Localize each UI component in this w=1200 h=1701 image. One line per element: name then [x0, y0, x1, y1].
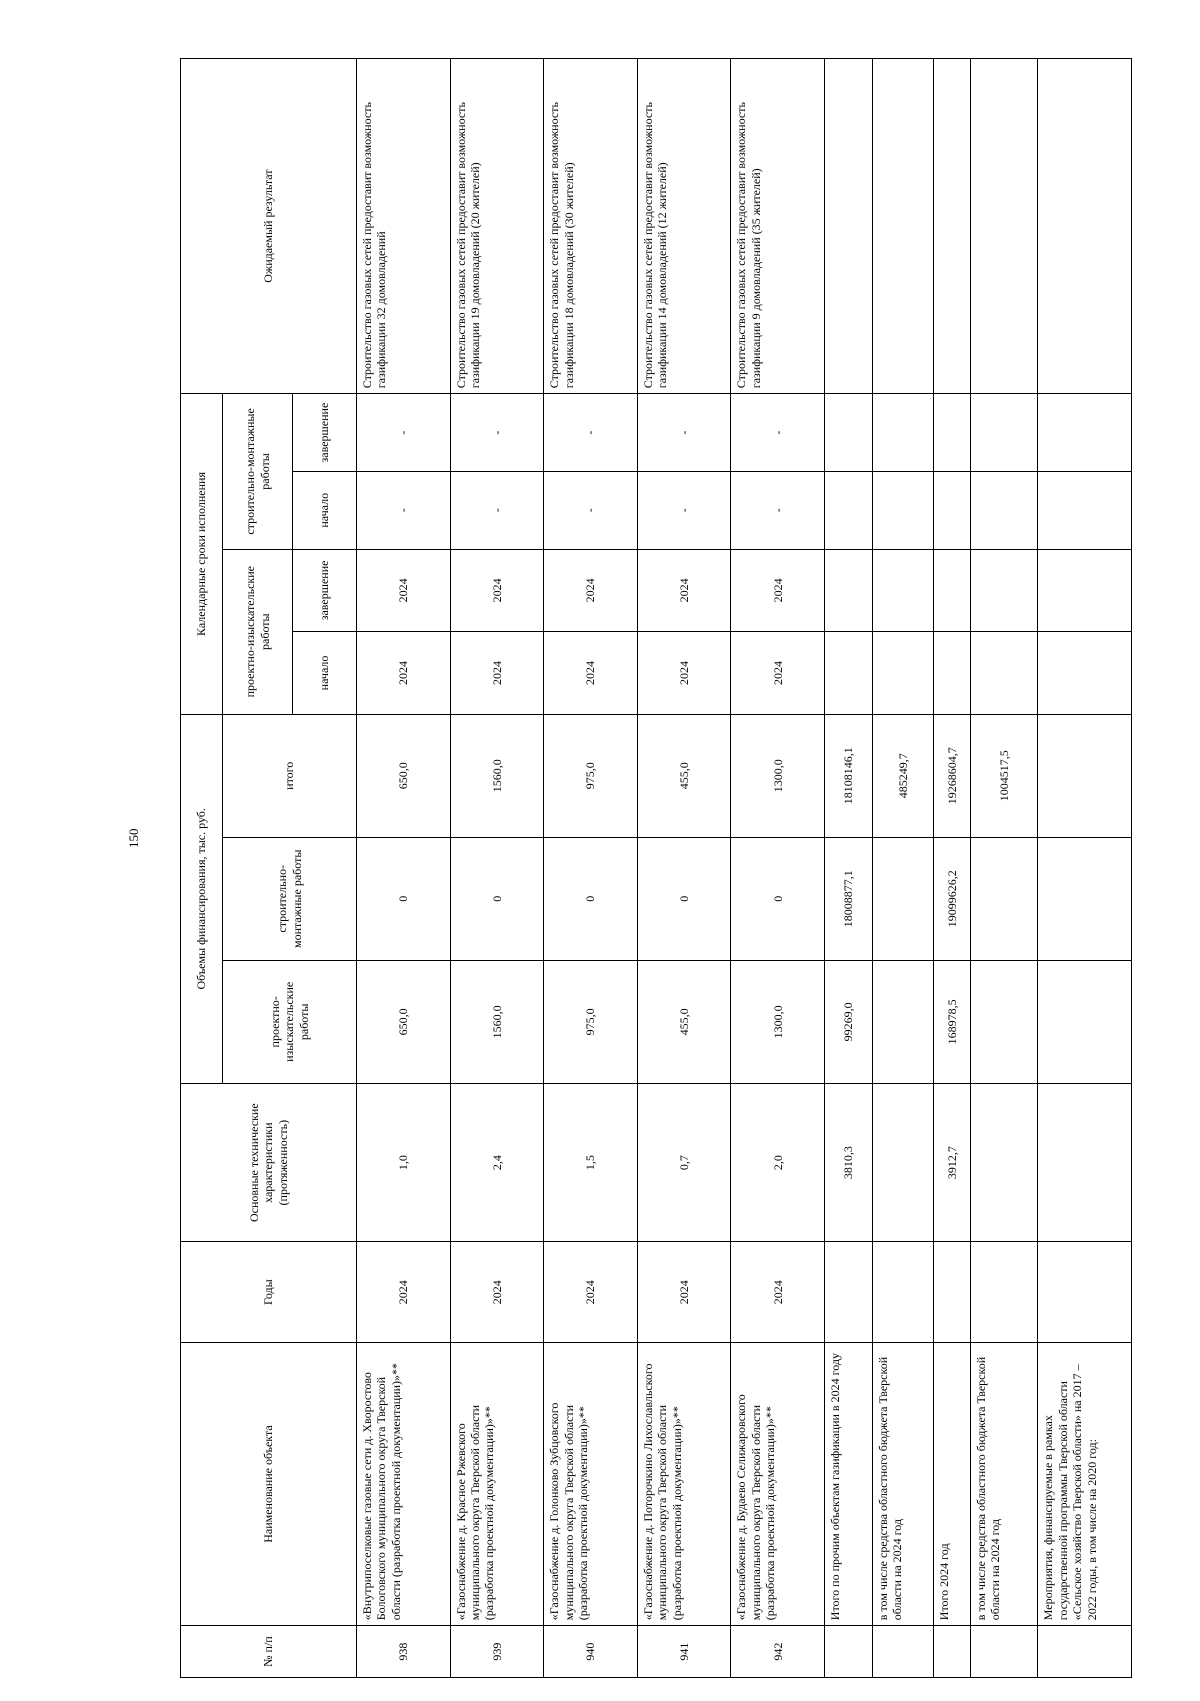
summary-num	[825, 1626, 873, 1678]
summary-empty-cell	[933, 59, 970, 394]
row-year: 2024	[544, 1242, 638, 1342]
summary-label: Итого 2024 год	[933, 1342, 970, 1625]
row-total-cost: 455,0	[637, 714, 731, 837]
header-years: Годы	[181, 1242, 357, 1342]
table-row	[450, 59, 544, 1678]
summary-empty-cell	[872, 394, 933, 472]
row-design-start: 2024	[357, 632, 451, 715]
row-construction-cost: 0	[637, 837, 731, 960]
row-construction-end: -	[731, 394, 825, 472]
summary-empty-cell	[970, 394, 1037, 472]
header-schedule: Календарные сроки исполнения	[181, 394, 223, 715]
rotated-table-container	[180, 58, 1132, 1678]
row-name: «Внутрипоселковые газовые сети д. Хворостово Бологовского муниципального округа Тверской области (разработка проектной документации)»**	[357, 1342, 451, 1625]
summary-empty-cell	[1038, 471, 1132, 549]
summary-empty-cell	[872, 59, 933, 394]
gasification-table	[180, 58, 1132, 1678]
summary-empty-cell	[970, 549, 1037, 632]
summary-spec	[872, 1083, 933, 1242]
summary-empty-cell	[1038, 394, 1132, 472]
summary-design-cost: 99269,0	[825, 960, 873, 1083]
summary-empty-cell	[970, 471, 1037, 549]
header-design-end: завершение	[293, 549, 357, 632]
summary-label: Итого по прочим объектам газификации в 2024 году	[825, 1342, 873, 1625]
summary-construction-cost	[872, 837, 933, 960]
summary-design-cost	[872, 960, 933, 1083]
summary-empty-cell	[933, 632, 970, 715]
summary-num	[970, 1626, 1037, 1678]
summary-row	[970, 59, 1037, 1678]
summary-empty-cell	[970, 632, 1037, 715]
row-name: «Газоснабжение д. Голонково Зубцовского муниципального округа Тверской области (разработка проектной документации)»**	[544, 1342, 638, 1625]
row-construction-end: -	[357, 394, 451, 472]
row-result: Строительство газовых сетей предоставит возможность газификации 9 домовладений (35 жителей)	[731, 59, 825, 394]
summary-spec: 3810,3	[825, 1083, 873, 1242]
summary-spec: 3912,7	[933, 1083, 970, 1242]
row-spec: 2,0	[731, 1083, 825, 1242]
row-num: 939	[450, 1626, 544, 1678]
header-financing: Объемы финансирования, тыс. руб.	[181, 714, 223, 1083]
row-result: Строительство газовых сетей предоставит возможность газификации 14 домовладений (12 жителей)	[637, 59, 731, 394]
summary-construction-cost: 18008877,1	[825, 837, 873, 960]
summary-empty-cell	[1038, 59, 1132, 394]
row-construction-end: -	[450, 394, 544, 472]
row-design-cost: 455,0	[637, 960, 731, 1083]
row-year: 2024	[731, 1242, 825, 1342]
summary-num	[933, 1626, 970, 1678]
summary-empty-cell	[1038, 632, 1132, 715]
summary-row	[825, 59, 873, 1678]
summary-total-cost: 485249,7	[872, 714, 933, 837]
summary-design-cost	[970, 960, 1037, 1083]
header-num: № п/п	[181, 1626, 357, 1678]
row-construction-cost: 0	[357, 837, 451, 960]
summary-year	[933, 1242, 970, 1342]
summary-year	[1038, 1242, 1132, 1342]
table-row	[544, 59, 638, 1678]
header-sched-design: проектно-изыскательские работы	[223, 549, 293, 714]
summary-empty-cell	[825, 394, 873, 472]
row-num: 942	[731, 1626, 825, 1678]
row-construction-cost: 0	[731, 837, 825, 960]
summary-total-cost: 18108146,1	[825, 714, 873, 837]
row-construction-start: -	[637, 471, 731, 549]
row-design-end: 2024	[544, 549, 638, 632]
row-spec: 2,4	[450, 1083, 544, 1242]
summary-design-cost: 168978,5	[933, 960, 970, 1083]
summary-empty-cell	[825, 59, 873, 394]
header-name: Наименование объекта	[181, 1342, 357, 1625]
summary-empty-cell	[872, 632, 933, 715]
summary-empty-cell	[970, 59, 1037, 394]
summary-empty-cell	[825, 632, 873, 715]
summary-empty-cell	[825, 471, 873, 549]
row-num: 938	[357, 1626, 451, 1678]
row-name: «Газоснабжение д. Красное Ржевского муниципального округа Тверской области (разработка проектной документации)»**	[450, 1342, 544, 1625]
summary-empty-cell	[872, 471, 933, 549]
header-construction-start: начало	[293, 471, 357, 549]
row-name: «Газоснабжение д. Поторочкино Лихославльского муниципального округа Тверской области (разработка проектной документации)»**	[637, 1342, 731, 1625]
row-design-cost: 1300,0	[731, 960, 825, 1083]
summary-spec	[970, 1083, 1037, 1242]
row-design-start: 2024	[544, 632, 638, 715]
row-spec: 0,7	[637, 1083, 731, 1242]
header-fin-construction: строительно-монтажные работы	[223, 837, 357, 960]
row-num: 940	[544, 1626, 638, 1678]
row-construction-end: -	[544, 394, 638, 472]
summary-empty-cell	[825, 549, 873, 632]
row-construction-cost: 0	[450, 837, 544, 960]
summary-empty-cell	[933, 471, 970, 549]
row-spec: 1,5	[544, 1083, 638, 1242]
summary-label: в том числе средства областного бюджета Тверской области на 2024 год	[872, 1342, 933, 1625]
summary-row	[872, 59, 933, 1678]
row-design-cost: 975,0	[544, 960, 638, 1083]
row-construction-start: -	[357, 471, 451, 549]
page-number: 150	[126, 828, 141, 848]
summary-year	[970, 1242, 1037, 1342]
summary-construction-cost	[970, 837, 1037, 960]
summary-total-cost: 19268604,7	[933, 714, 970, 837]
summary-total-cost: 1004517,5	[970, 714, 1037, 837]
summary-empty-cell	[872, 549, 933, 632]
row-result: Строительство газовых сетей предоставит возможность газификации 18 домовладений (30 жителей)	[544, 59, 638, 394]
row-num: 941	[637, 1626, 731, 1678]
row-design-end: 2024	[450, 549, 544, 632]
table-row	[731, 59, 825, 1678]
summary-total-cost	[1038, 714, 1132, 837]
table-row	[357, 59, 451, 1678]
summary-num	[1038, 1626, 1132, 1678]
row-year: 2024	[357, 1242, 451, 1342]
row-design-end: 2024	[731, 549, 825, 632]
row-design-end: 2024	[637, 549, 731, 632]
row-construction-start: -	[731, 471, 825, 549]
summary-year	[872, 1242, 933, 1342]
summary-row	[933, 59, 970, 1678]
header-sched-construction: строительно-монтажные работы	[223, 394, 293, 549]
summary-label: Мероприятия, финансируемые в рамках государственной программы Тверской области «Сельское хозяйство Тверской области» на 2017 – 2022 годы, в том числе на 2020 год:	[1038, 1342, 1132, 1625]
row-design-start: 2024	[731, 632, 825, 715]
summary-row	[1038, 59, 1132, 1678]
row-construction-start: -	[450, 471, 544, 549]
summary-empty-cell	[1038, 549, 1132, 632]
summary-num	[872, 1626, 933, 1678]
row-name: «Газоснабжение д. Будаево Селижаровского муниципального округа Тверской области (разработка проектной документации)»**	[731, 1342, 825, 1625]
row-construction-cost: 0	[544, 837, 638, 960]
header-construction-end: завершение	[293, 394, 357, 472]
row-total-cost: 1560,0	[450, 714, 544, 837]
header-fin-total: итого	[223, 714, 357, 837]
row-construction-start: -	[544, 471, 638, 549]
header-specs: Основные технические характеристики (протяженность)	[181, 1083, 357, 1242]
row-year: 2024	[450, 1242, 544, 1342]
row-design-cost: 650,0	[357, 960, 451, 1083]
summary-construction-cost	[1038, 837, 1132, 960]
table-row	[637, 59, 731, 1678]
row-total-cost: 650,0	[357, 714, 451, 837]
summary-construction-cost: 19099626,2	[933, 837, 970, 960]
row-year: 2024	[637, 1242, 731, 1342]
summary-empty-cell	[933, 549, 970, 632]
row-spec: 1,0	[357, 1083, 451, 1242]
header-design-start: начало	[293, 632, 357, 715]
row-result: Строительство газовых сетей предоставит возможность газификации 32 домовладений	[357, 59, 451, 394]
row-total-cost: 975,0	[544, 714, 638, 837]
summary-empty-cell	[933, 394, 970, 472]
row-design-cost: 1560,0	[450, 960, 544, 1083]
row-design-start: 2024	[450, 632, 544, 715]
header-fin-design: проектно-изыскательские работы	[223, 960, 357, 1083]
row-total-cost: 1300,0	[731, 714, 825, 837]
row-design-start: 2024	[637, 632, 731, 715]
row-construction-end: -	[637, 394, 731, 472]
row-result: Строительство газовых сетей предоставит возможность газификации 19 домовладений (20 жителей)	[450, 59, 544, 394]
summary-spec	[1038, 1083, 1132, 1242]
summary-label: в том числе средства областного бюджета Тверской области на 2024 год	[970, 1342, 1037, 1625]
summary-year	[825, 1242, 873, 1342]
summary-design-cost	[1038, 960, 1132, 1083]
header-result: Ожидаемый результат	[181, 59, 357, 394]
row-design-end: 2024	[357, 549, 451, 632]
